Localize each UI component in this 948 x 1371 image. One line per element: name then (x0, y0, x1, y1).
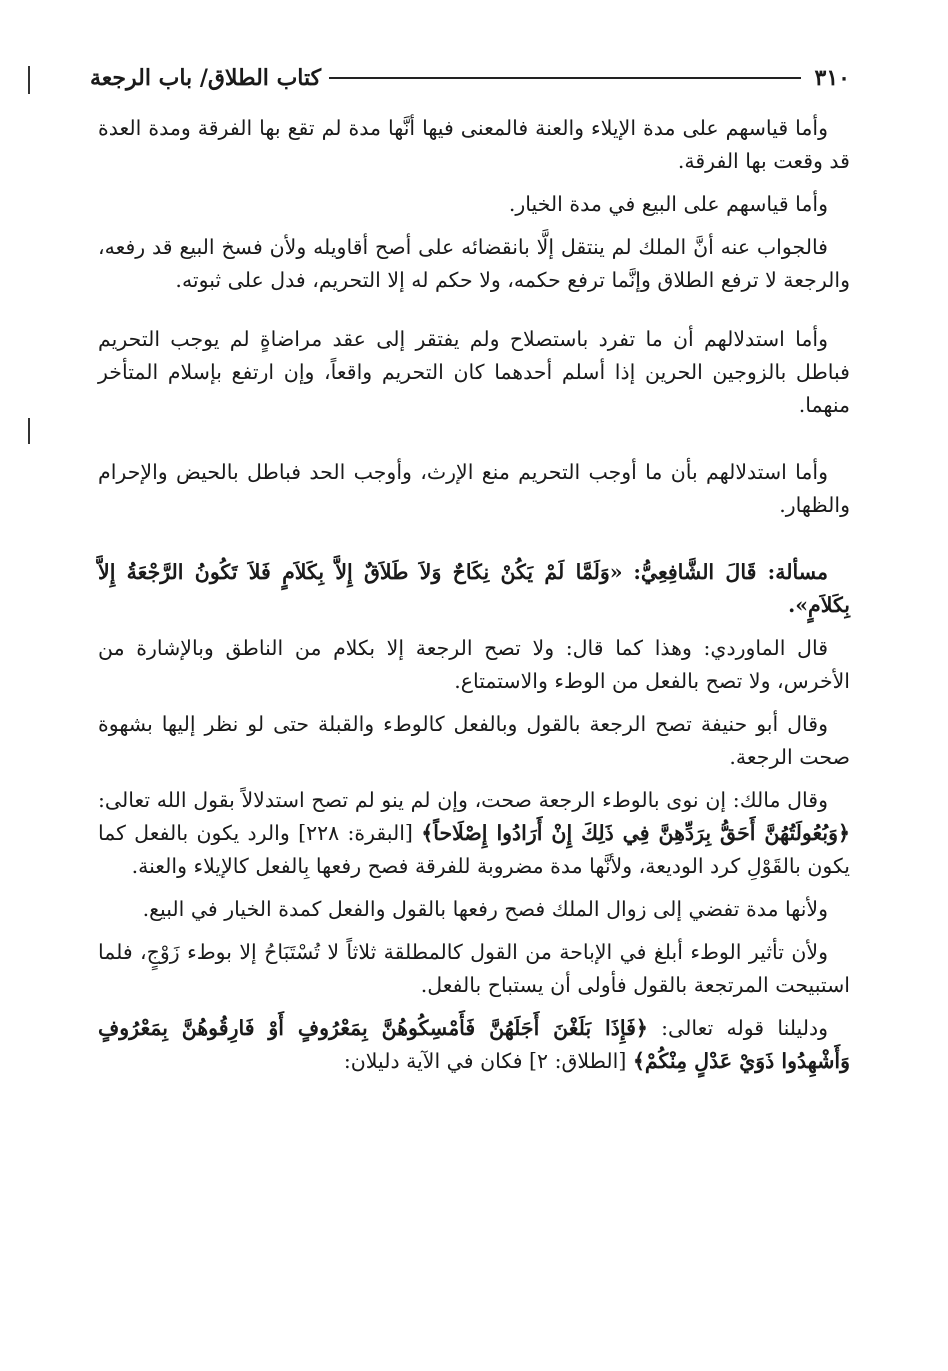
paragraph-7 (98, 632, 850, 698)
paragraph-text-after: [البقرة: ٢٢٨] والرد يكون بالفعل كما يكون بالقَوْلِ كرد الوديعة، ولأنَّها مدة مضروبة للفرقة فصح رفعها بِالفعل كالإيلاء والعنة. (98, 821, 850, 878)
running-title: كتاب الطلاق/ باب الرجعة (90, 65, 322, 91)
paragraph-text-before: ودليلنا قوله تعالى: (661, 1016, 829, 1040)
margin-mark-middle (28, 418, 30, 444)
margin-mark-top (28, 66, 30, 94)
paragraph-text: قال الماوردي: وهذا كما قال: ولا تصح الرجعة إلا بكلام من الناطق وبالإشارة من الأخرس، ولا تصح بالفعل من الوطء والاستمتاع. (98, 636, 850, 693)
paragraph-3 (98, 231, 850, 297)
paragraph-10 (98, 893, 850, 926)
paragraph-5 (98, 456, 850, 522)
paragraph-text: وأما استدلالهم أن ما تفرد باستصلاح ولم يفتقر إلى عقد مراضاةٍ لم يوجب التحريم فباطل بالزوجين الحرين إذا أسلم أحدهما كان التحريم واقعاً، وإن ارتفع بإسلام المتأخر منهما. (98, 327, 850, 417)
page-header (90, 58, 850, 98)
paragraph-text: وأما قياسهم على البيع في مدة الخيار. (508, 192, 828, 216)
paragraph-12 (98, 1012, 850, 1078)
paragraph-1 (98, 112, 850, 178)
paragraph-text: وقال أبو حنيفة تصح الرجعة بالقول وبالفعل كالوطء والقبلة حتى لو نظر إليها بشهوة صحت الرجعة. (98, 712, 850, 769)
main-text (98, 112, 850, 1088)
paragraph-text: وأما قياسهم على مدة الإيلاء والعنة فالمعنى فيها أنَّها مدة لم تقع بها الفرقة ومدة العدة قد وقعت بها الفرقة. (98, 116, 850, 173)
paragraph-11 (98, 936, 850, 1002)
page-number: ٣١٠ (814, 65, 850, 91)
paragraph-text: وأما استدلالهم بأن ما أوجب التحريم منع الإرث، وأوجب الحد فباطل بالحيض والإحرام والظهار. (98, 460, 850, 517)
paragraph-9 (98, 784, 850, 883)
quran-quote: ﴿وَبُعُولَتُهُنَّ أَحَقُّ بِرَدِّهِنَّ فِي ذَلِكَ إِنْ أَرَادُوا إِصْلَاحاً﴾ (421, 821, 850, 845)
paragraph-text: ولأنها مدة تفضي إلى زوال الملك فصح رفعها بالقول والفعل كمدة الخيار في البيع. (142, 897, 828, 921)
paragraph-text: ولأن تأثير الوطء أبلغ في الإباحة من القول كالمطلقة ثلاثاً لا تُسْتَبَاحُ إلا بوطء زَوْجٍ، فلما استبيحت المرتجعة بالقول فأولى أن يستباح بالفعل. (98, 940, 850, 997)
shafii-quote: «وَلَمَّا لَمْ يَكُنْ نِكَاحٌ وَلاَ طَلاَقٌ إِلاَّ بِكَلاَمٍ فَلاَ تَكُونُ الرَّجْعَةُ إِلاَّ بِكَلاَمٍ». (98, 560, 850, 617)
paragraph-text-after: [الطلاق: ٢] فكان في الآية دليلان: (343, 1049, 627, 1073)
paragraph-4 (98, 323, 850, 422)
paragraph-text: فالجواب عنه أنَّ الملك لم ينتقل إلَّا بانقضائه على أصح أقاويله ولأن فسخ البيع قد رفعه، والرجعة لا ترفع الطلاق وإنَّما ترفع حكمه، ولا حكم له إلا التحريم، فدل على ثبوته. (98, 235, 850, 292)
paragraph-8 (98, 708, 850, 774)
paragraph-6-masala (98, 556, 850, 622)
quran-quote: ﴿فَإِذَا بَلَغْنَ أَجَلَهُنَّ فَأَمْسِكُوهُنَّ بِمَعْرُوفٍ أَوْ فَارِقُوهُنَّ بِمَعْرُوفٍ وَأَشْهِدُوا ذَوَيْ عَدْلٍ مِنْكُمْ﴾ (98, 1016, 850, 1073)
header-rule (329, 77, 800, 79)
paragraph-text-before: وقال مالك: إن نوى بالوطء الرجعة صحت، وإن لم ينو لم تصح استدلالاً بقول الله تعالى: (98, 788, 828, 812)
paragraph-2 (98, 188, 850, 221)
masala-label: مسألة: قَالَ الشَّافِعِيُّ: (633, 560, 828, 584)
